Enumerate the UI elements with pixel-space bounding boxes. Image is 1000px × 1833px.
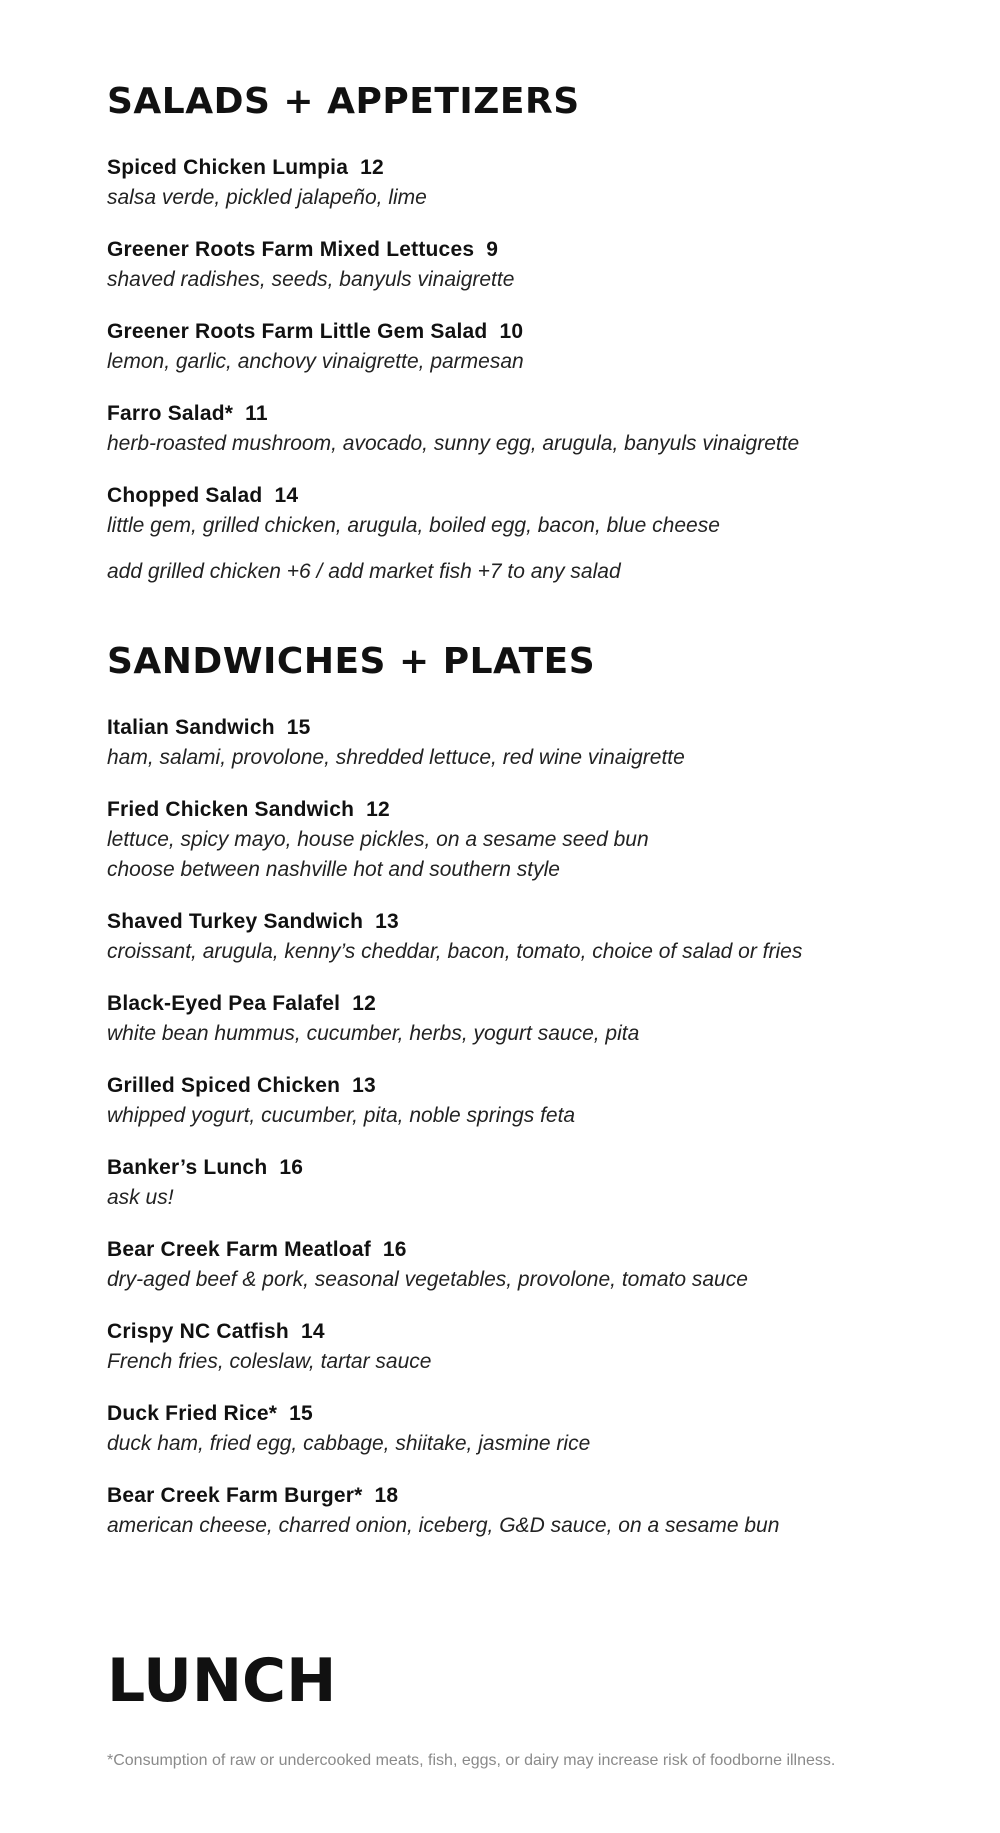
- menu-item-price: 11: [245, 402, 268, 425]
- menu-item-mixed-lettuces: [107, 235, 987, 295]
- menu-item-price: 12: [366, 798, 390, 821]
- menu-item-grilled-spiced-chicken: [107, 1071, 987, 1131]
- menu-item-description: whipped yogurt, cucumber, pita, noble springs feta: [107, 1104, 576, 1127]
- menu-item-price: 14: [274, 484, 299, 507]
- menu-item-price: 16: [382, 1238, 407, 1261]
- menu-item-price: 12: [352, 992, 376, 1015]
- menu-item-fried-chicken-sandwich: [107, 795, 987, 885]
- menu-item-name: Greener Roots Farm Mixed Lettuces: [107, 238, 475, 261]
- menu-item-name: Grilled Spiced Chicken: [107, 1074, 341, 1097]
- menu-item-description: lemon, garlic, anchovy vinaigrette, parmesan: [107, 350, 524, 373]
- menu-item-title: [107, 795, 987, 825]
- menu-item-description: american cheese, charred onion, iceberg, G&D sauce, on a sesame bun: [107, 1514, 780, 1537]
- menu-item-little-gem-salad: [107, 317, 987, 377]
- menu-item-description: herb-roasted mushroom, avocado, sunny egg, arugula, banyuls vinaigrette: [107, 432, 800, 455]
- menu-item-name: Black-Eyed Pea Falafel: [107, 992, 341, 1015]
- menu-item-name: Italian Sandwich: [107, 716, 275, 739]
- menu-item-title: [107, 399, 987, 429]
- menu-item-title: [107, 153, 987, 183]
- menu-item-description: French fries, coleslaw, tartar sauce: [107, 1350, 432, 1373]
- menu-title: LUNCH: [107, 1646, 337, 1716]
- menu-item-price: 9: [486, 238, 499, 261]
- menu-item-bankers-lunch: [107, 1153, 987, 1213]
- menu-item-price: 12: [360, 156, 384, 179]
- menu-item-title: [107, 1481, 987, 1511]
- menu-item-duck-fried-rice: [107, 1399, 987, 1459]
- menu-item-title: [107, 713, 987, 743]
- menu-item-title: [107, 235, 987, 265]
- menu-item-price: 15: [286, 716, 311, 739]
- menu-item-spiced-chicken-lumpia: [107, 153, 987, 213]
- menu-item-title: [107, 1153, 987, 1183]
- menu-item-description: little gem, grilled chicken, arugula, boiled egg, bacon, blue cheese: [107, 514, 720, 537]
- menu-item-italian-sandwich: [107, 713, 987, 773]
- salad-add-on-note: add grilled chicken +6 / add market fish +7 to any salad: [107, 560, 621, 583]
- menu-item-description: lettuce, spicy mayo, house pickles, on a sesame seed bun: [107, 828, 649, 851]
- menu-item-name: Bear Creek Farm Meatloaf: [107, 1238, 371, 1261]
- foodborne-illness-disclaimer: *Consumption of raw or undercooked meats, fish, eggs, or dairy may increase risk of foodborne illness.: [107, 1752, 836, 1769]
- menu-item-title: [107, 317, 987, 347]
- menu-item-price: 10: [499, 320, 524, 343]
- menu-item-name: Banker’s Lunch: [107, 1156, 268, 1179]
- section-heading-salads: SALADS + APPETIZERS: [107, 81, 580, 122]
- menu-item-name: Crispy NC Catfish: [107, 1320, 289, 1343]
- menu-item-title: [107, 1317, 987, 1347]
- menu-item-name: Greener Roots Farm Little Gem Salad: [107, 320, 488, 343]
- menu-item-name: Chopped Salad: [107, 484, 263, 507]
- menu-item-title: [107, 907, 987, 937]
- menu-item-price: 14: [300, 1320, 325, 1343]
- menu-item-description: duck ham, fried egg, cabbage, shiitake, jasmine rice: [107, 1432, 591, 1455]
- menu-item-description: croissant, arugula, kenny’s cheddar, bacon, tomato, choice of salad or fries: [107, 940, 803, 963]
- menu-item-shaved-turkey-sandwich: [107, 907, 987, 967]
- menu-item-title: [107, 989, 987, 1019]
- menu-item-title: [107, 481, 987, 511]
- menu-item-chopped-salad: [107, 481, 987, 541]
- section-heading-sandwiches: SANDWICHES + PLATES: [107, 641, 596, 682]
- menu-item-name: Spiced Chicken Lumpia: [107, 156, 349, 179]
- menu-item-description: salsa verde, pickled jalapeño, lime: [107, 186, 427, 209]
- menu-item-name: Bear Creek Farm Burger*: [107, 1484, 363, 1507]
- menu-item-description: choose between nashville hot and southern style: [107, 858, 560, 881]
- menu-item-name: Shaved Turkey Sandwich: [107, 910, 364, 933]
- menu-item-title: [107, 1235, 987, 1265]
- menu-item-price: 13: [352, 1074, 376, 1097]
- menu-item-price: 18: [374, 1484, 399, 1507]
- menu-item-black-eyed-pea-falafel: [107, 989, 987, 1049]
- menu-item-title: [107, 1071, 987, 1101]
- menu-item-description: ham, salami, provolone, shredded lettuce, red wine vinaigrette: [107, 746, 685, 769]
- menu-item-crispy-catfish: [107, 1317, 987, 1377]
- menu-item-description: dry-aged beef & pork, seasonal vegetables, provolone, tomato sauce: [107, 1268, 748, 1291]
- menu-item-burger: [107, 1481, 987, 1541]
- menu-item-name: Duck Fried Rice*: [107, 1402, 278, 1425]
- menu-item-description: ask us!: [107, 1186, 174, 1209]
- menu-item-price: 15: [289, 1402, 313, 1425]
- menu-page: [107, 0, 987, 1833]
- menu-item-name: Farro Salad*: [107, 402, 234, 425]
- menu-item-farro-salad: [107, 399, 987, 459]
- menu-item-meatloaf: [107, 1235, 987, 1295]
- menu-item-price: 13: [375, 910, 399, 933]
- menu-item-description: white bean hummus, cucumber, herbs, yogurt sauce, pita: [107, 1022, 640, 1045]
- menu-item-title: [107, 1399, 987, 1429]
- menu-item-name: Fried Chicken Sandwich: [107, 798, 355, 821]
- menu-item-price: 16: [279, 1156, 304, 1179]
- menu-item-description: shaved radishes, seeds, banyuls vinaigrette: [107, 268, 515, 291]
